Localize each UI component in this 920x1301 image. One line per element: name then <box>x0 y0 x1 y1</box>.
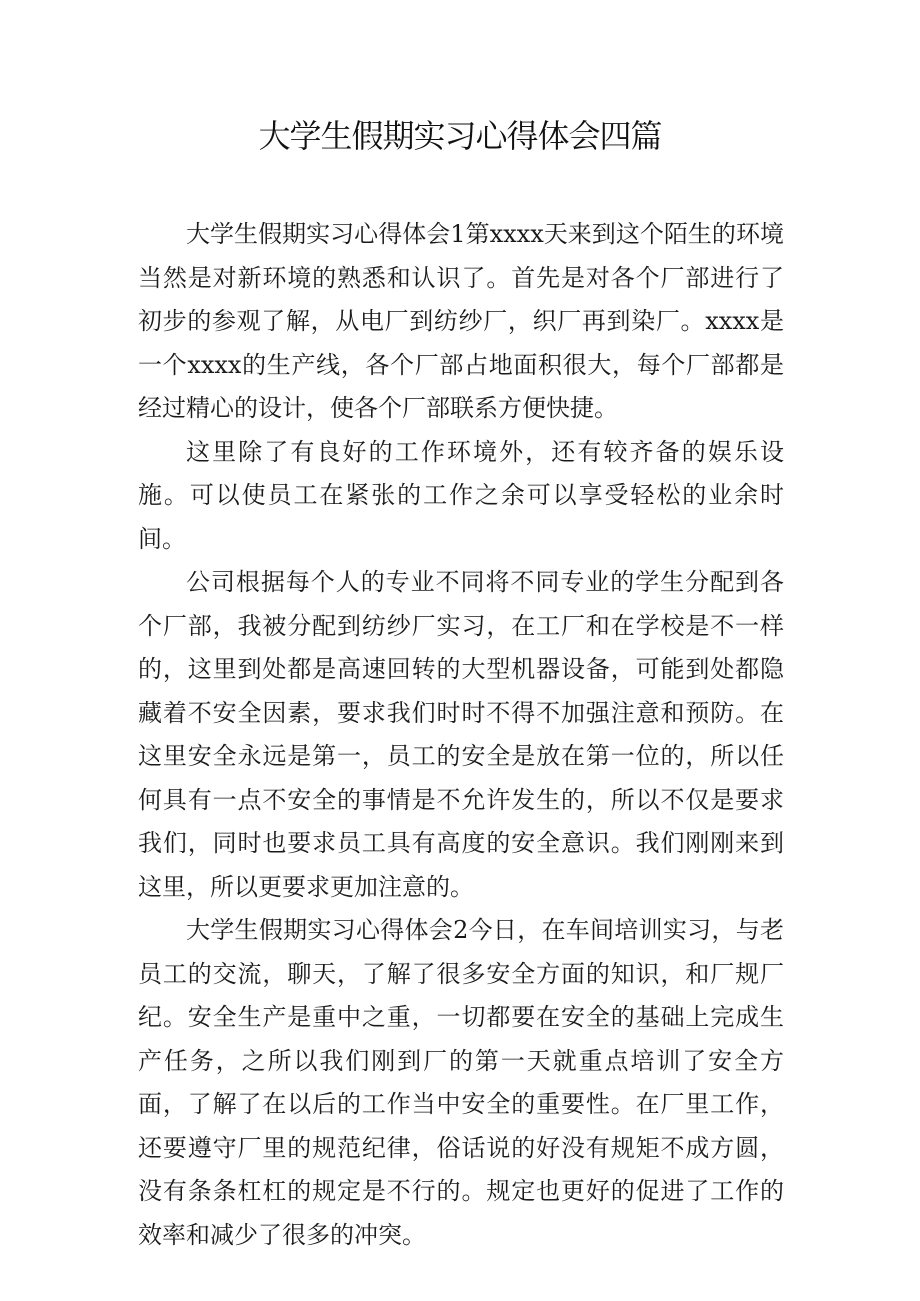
paragraph: 这里除了有良好的工作环境外，还有较齐备的娱乐设施。可以使员工在紧张的工作之余可以享受轻松的业余时间。 <box>138 437 784 553</box>
paragraph: 大学生假期实习心得体会1第xxxx天来到这个陌生的环境当然是对新环境的熟悉和认识了。首先是对各个厂部进行了初步的参观了解，从电厂到纺纱厂，织厂再到染厂。xxxx是一个xxxx的生产线，各个厂部占地面积很大，每个厂部都是经过精心的设计，使各个厂部联系方便快捷。 <box>138 220 784 422</box>
paragraph: 公司根据每个人的专业不同将不同专业的学生分配到各个厂部，我被分配到纺纱厂实习，在工厂和在学校是不一样的，这里到处都是高速回转的大型机器设备，可能到处都隐藏着不安全因素，要求我们时时不得不加强注意和预防。在这里安全永远是第一，员工的安全是放在第一位的，所以任何具有一点不安全的事情是不允许发生的，所以不仅是要求我们，同时也要求员工具有高度的安全意识。我们刚刚来到这里，所以更要求更加注意的。 <box>138 568 784 901</box>
paragraph: 大学生假期实习心得体会2今日，在车间培训实习，与老员工的交流，聊天，了解了很多安全方面的知识，和厂规厂纪。安全生产是重中之重，一切都要在安全的基础上完成生产任务，之所以我们刚到厂的第一天就重点培训了安全方面，了解了在以后的工作当中安全的重要性。在厂里工作，还要遵守厂里的规范纪律，俗话说的好没有规矩不成方圆，没有条条杠杠的规定是不行的。规定也更好的促进了工作的效率和减少了很多的冲突。 <box>138 916 784 1249</box>
document-title: 大学生假期实习心得体会四篇 <box>258 117 662 155</box>
document-body <box>138 213 784 1257</box>
